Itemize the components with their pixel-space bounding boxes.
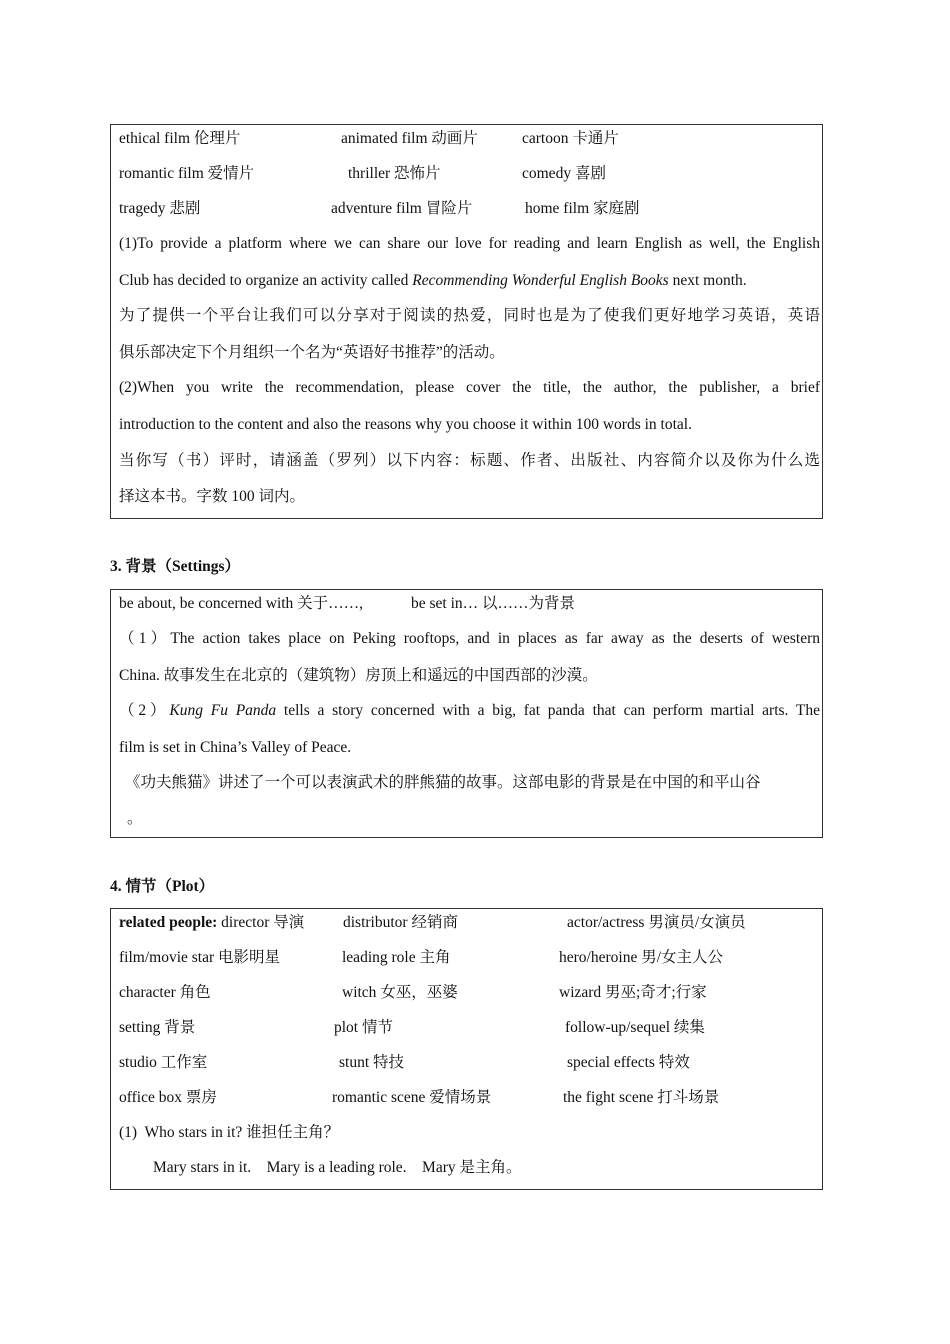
vocab-adventure-film: adventure film 冒险片 xyxy=(331,200,473,217)
settings-example-2-text: tells a story concerned with a big, fat panda that can perform martial arts. The xyxy=(276,702,820,719)
example-2-en-line-2: introduction to the content and also the reasons why you choose it within 100 words in total. xyxy=(119,416,692,433)
settings-example-2-line-2: film is set in China’s Valley of Peace. xyxy=(119,739,352,756)
vocab-witch: witch 女巫，巫婆 xyxy=(342,984,458,1001)
vocab-studio: studio 工作室 xyxy=(119,1054,208,1071)
settings-example-2-line-1 xyxy=(119,701,820,721)
vocab-cartoon: cartoon 卡通片 xyxy=(522,130,619,147)
settings-example-1-line-1: （1）The action takes place on Peking rooftops, and in places as far away as the deserts of western xyxy=(119,630,820,647)
example-1-en-line-2 xyxy=(119,271,747,291)
vocab-setting: setting 背景 xyxy=(119,1019,196,1036)
vocab-romantic-scene: romantic scene 爱情场景 xyxy=(332,1089,492,1106)
vocab-character: character 角色 xyxy=(119,984,211,1001)
example-1-zh-line-1: 为了提供一个平台让我们可以分享对于阅读的热爱，同时也是为了使我们更好地学习英语，英语 xyxy=(119,307,820,324)
vocab-fight-scene: the fight scene 打斗场景 xyxy=(563,1089,720,1106)
plot-heading: 4. 情节（Plot） xyxy=(110,878,215,895)
settings-example-1-line-2: China. 故事发生在北京的（建筑物）房顶上和遥远的中国西部的沙漠。 xyxy=(119,667,598,684)
vocab-animated-film: animated film 动画片 xyxy=(341,130,478,147)
vocab-plot: plot 情节 xyxy=(334,1019,393,1036)
plot-box xyxy=(110,908,823,1190)
settings-example-2-zh-line-2: 。 xyxy=(127,810,143,827)
example-2-en-line-1: (2)When you write the recommendation, please cover the title, the author, the publisher, a brief xyxy=(119,379,820,396)
example-1-en-end: next month. xyxy=(668,272,747,289)
vocab-home-film: home film 家庭剧 xyxy=(525,200,640,217)
film-types-box xyxy=(110,124,823,519)
vocab-sequel: follow-up/sequel 续集 xyxy=(565,1019,705,1036)
vocab-distributor: distributor 经销商 xyxy=(343,914,458,931)
vocab-film-star: film/movie star 电影明星 xyxy=(119,949,281,966)
plot-answer: Mary stars in it. Mary is a leading role. Mary 是主角。 xyxy=(153,1159,522,1176)
vocab-leading-role: leading role 主角 xyxy=(342,949,451,966)
example-1-book-title: Recommending Wonderful English Books xyxy=(412,272,669,289)
settings-heading: 3. 背景（Settings） xyxy=(110,558,241,575)
settings-example-2-zh-line-1: 《功夫熊猫》讲述了一个可以表演武术的胖熊猫的故事。这部电影的背景是在中国的和平山谷 xyxy=(125,774,761,791)
vocab-office-box: office box 票房 xyxy=(119,1089,217,1106)
example-1-en-line-1: (1)To provide a platform where we can share our love for reading and learn English as well, the English xyxy=(119,235,820,252)
settings-example-2-prefix: （2） xyxy=(119,702,170,719)
vocab-comedy: comedy 喜剧 xyxy=(522,165,606,182)
vocab-special-effects: special effects 特效 xyxy=(567,1054,690,1071)
related-people-label: related people: xyxy=(119,914,218,931)
settings-phrase-set-in: be set in… 以……为背景 xyxy=(411,595,576,612)
vocab-ethical-film: ethical film 伦理片 xyxy=(119,130,241,147)
vocab-tragedy: tragedy 悲剧 xyxy=(119,200,201,217)
example-1-en-text: Club has decided to organize an activity called xyxy=(119,272,413,289)
vocab-stunt: stunt 特技 xyxy=(339,1054,405,1071)
vocab-wizard: wizard 男巫;奇才;行家 xyxy=(559,984,707,1001)
vocab-director: director 导演 xyxy=(221,914,305,931)
vocab-actor-actress: actor/actress 男演员/女演员 xyxy=(567,914,746,931)
example-1-zh-line-2: 俱乐部决定下个月组织一个名为“英语好书推荐”的活动。 xyxy=(119,344,505,361)
settings-box xyxy=(110,589,823,838)
settings-example-2-film-title: Kung Fu Panda xyxy=(169,702,277,719)
vocab-thriller: thriller 恐怖片 xyxy=(348,165,441,182)
plot-row-1-col-1 xyxy=(119,913,304,933)
settings-phrase-about: be about, be concerned with 关于……, xyxy=(119,595,364,612)
plot-question: (1) Who stars in it? 谁担任主角？ xyxy=(119,1124,340,1141)
example-2-zh-line-2: 择这本书。字数 100 词内。 xyxy=(119,488,306,505)
vocab-romantic-film: romantic film 爱情片 xyxy=(119,165,255,182)
example-2-zh-line-1: 当你写（书）评时，请涵盖（罗列）以下内容：标题、作者、出版社、内容简介以及你为什么选 xyxy=(119,452,820,469)
vocab-hero-heroine: hero/heroine 男/女主人公 xyxy=(559,949,724,966)
